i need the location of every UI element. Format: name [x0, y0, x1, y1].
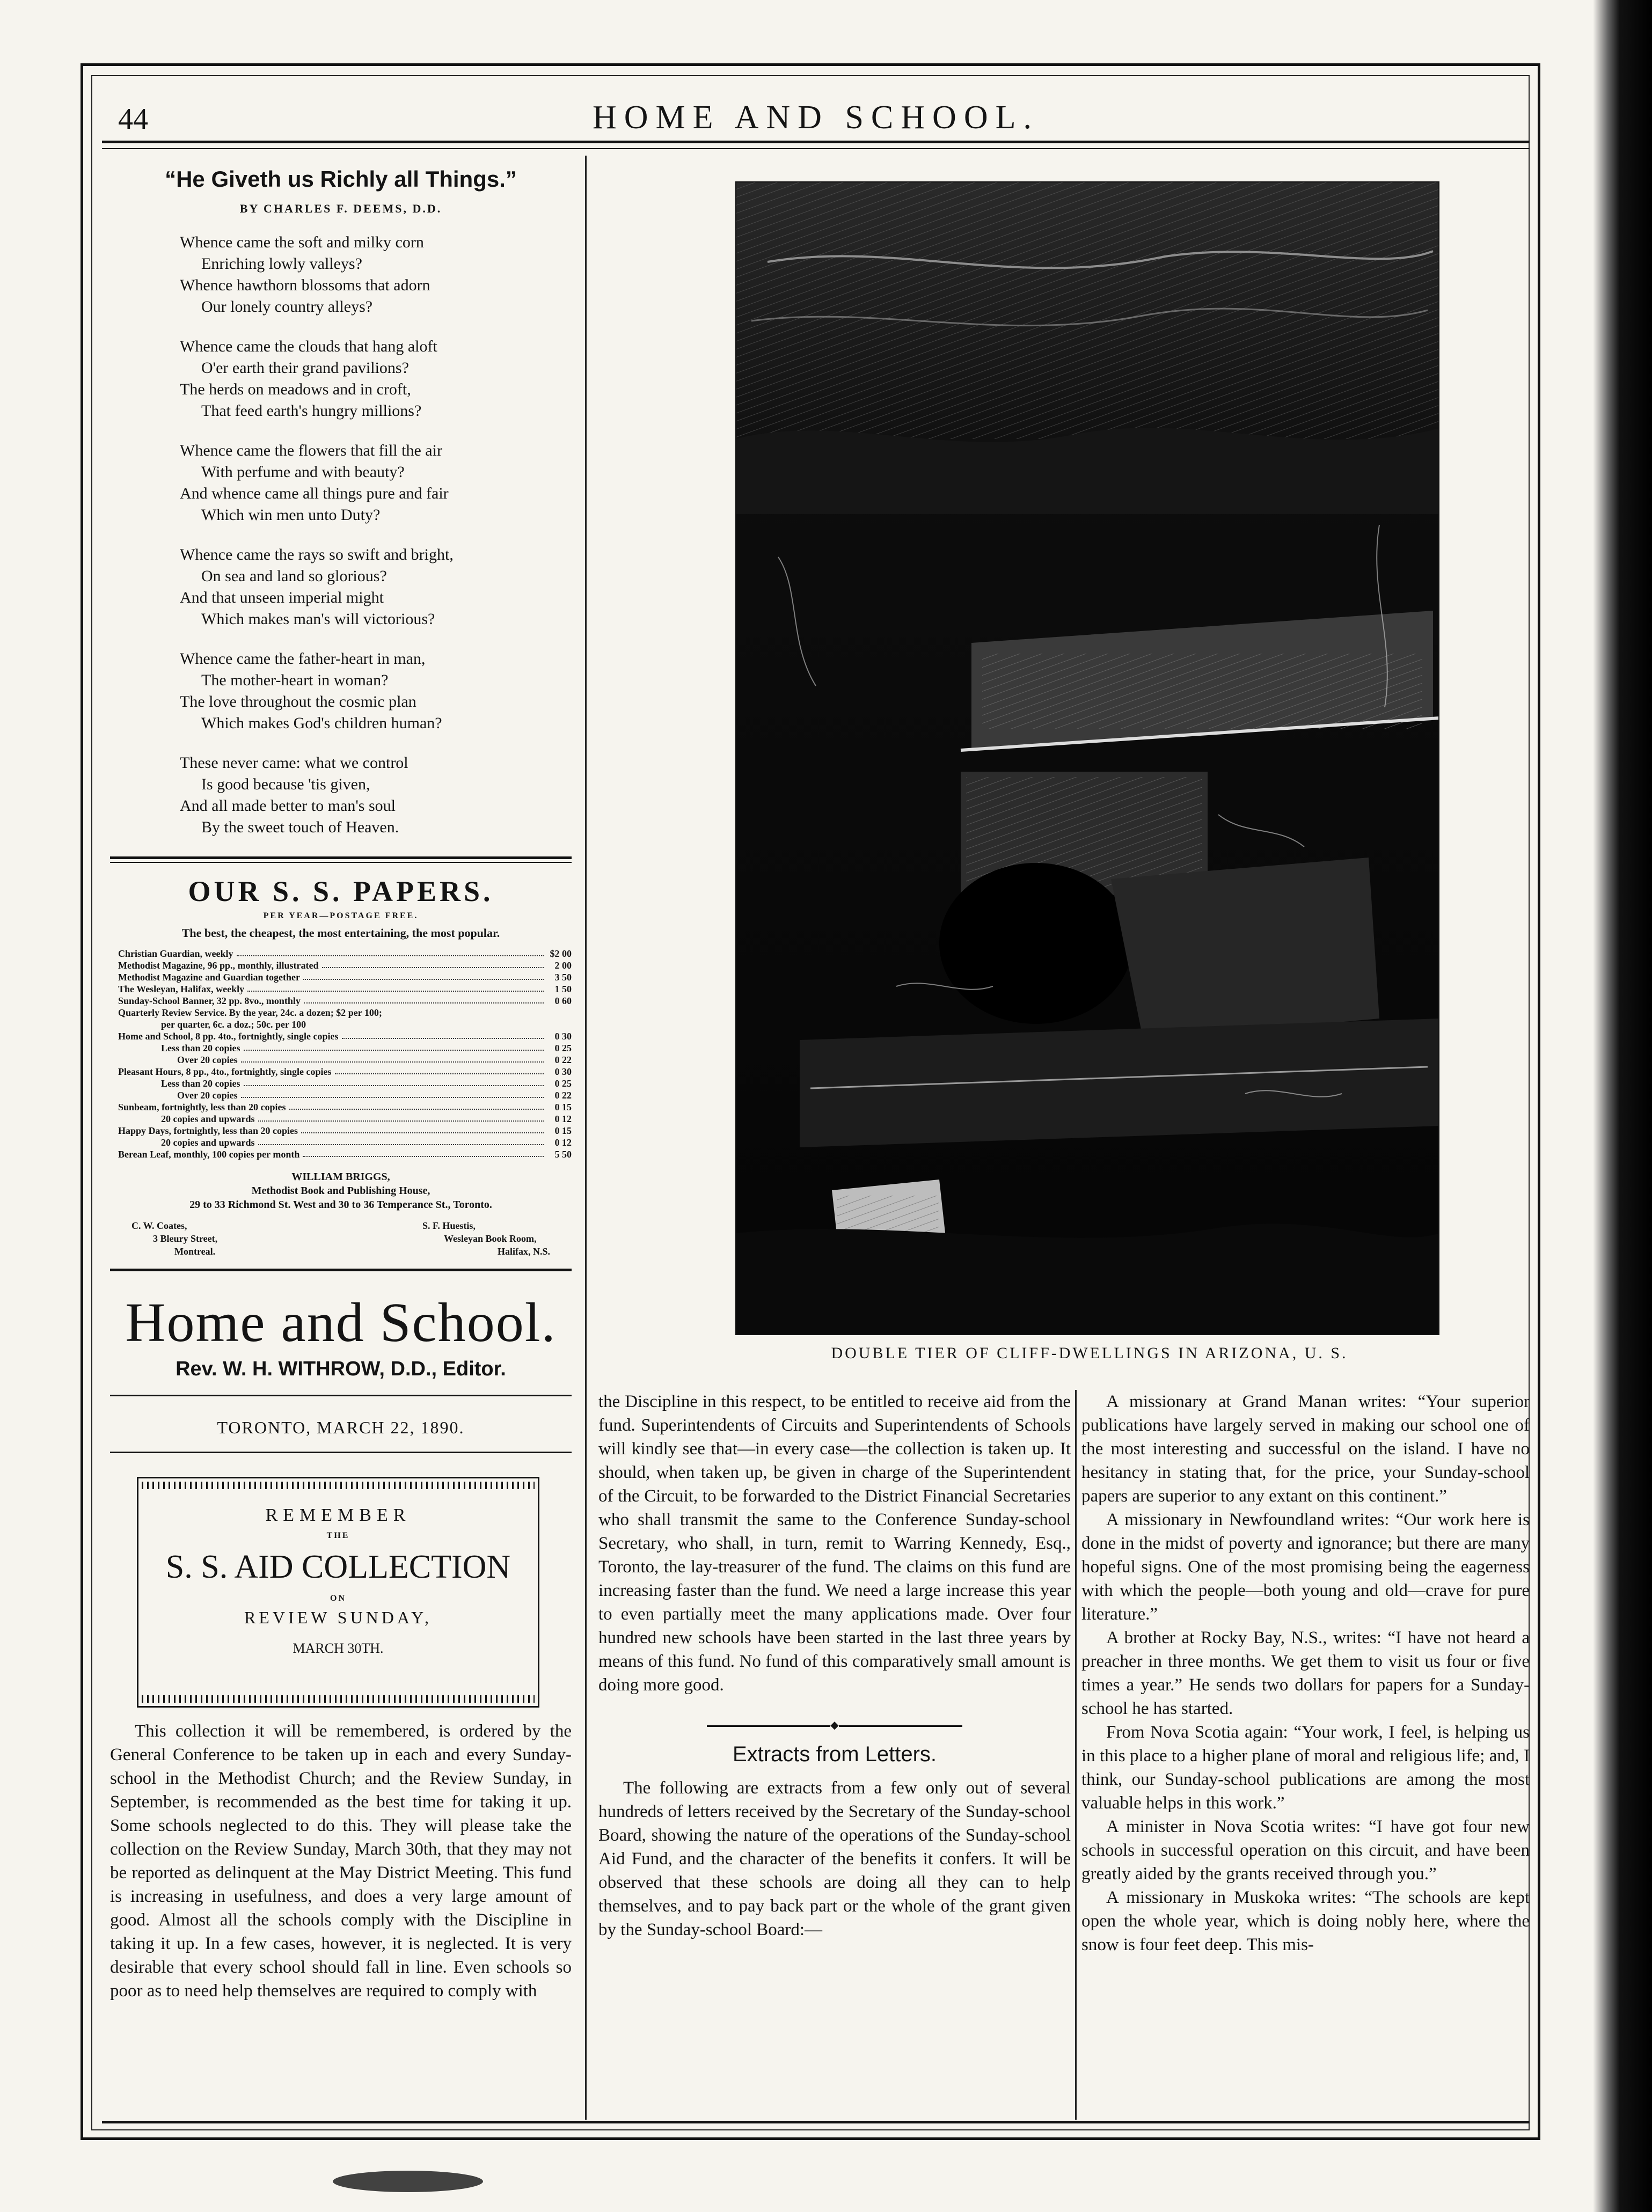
- price-label: Less than 20 copies: [161, 1078, 240, 1089]
- column-rule-right: [1075, 1390, 1077, 2120]
- price-row: [118, 1066, 572, 1078]
- price-label: per quarter, 6c. a doz.; 50c. per 100: [161, 1019, 306, 1030]
- poem-stanza: [180, 544, 572, 630]
- price-row: [118, 1125, 572, 1137]
- poem-line: Whence came the clouds that hang aloft: [180, 338, 437, 355]
- extracts-intro: The following are extracts from a few only out of several hundreds of letters received by the Secretary of the Sunday-school Board, showing the nature of the operations of the Sunday-school Aid Fund, and the character of the benefits it confers. It will be observed that these schools are doing all they can to help themselves, and to pay back part or the whole of the grant given by the Sunday-school Board:—: [598, 1778, 1071, 1939]
- price-row: [118, 983, 572, 995]
- price-amount: 0 15: [554, 1102, 572, 1112]
- price-label: Methodist Magazine and Guardian together: [118, 972, 300, 983]
- poem-line: The love throughout the cosmic plan: [180, 693, 416, 711]
- aid-collection-notice: REMEMBER THE S. S. AID COLLECTION ON REVIEW SUNDAY, MARCH 30TH.: [137, 1477, 539, 1708]
- poem-line: The herds on meadows and in croft,: [180, 380, 411, 398]
- poem-stanza: [180, 752, 572, 838]
- right-column: [1081, 1390, 1530, 1957]
- price-row: [118, 948, 572, 959]
- price-label: The Wesleyan, Halifax, weekly: [118, 984, 245, 994]
- poem-stanza: [180, 440, 572, 526]
- price-label: Over 20 copies: [177, 1090, 238, 1101]
- letter-extract: A brother at Rocky Bay, N.S., writes: “I have not heard a preacher in three months. We get them to visit us four or five times a year.” He sends two dollars for papers for a Sunday-school he has started.: [1081, 1628, 1530, 1718]
- price-row: [118, 1019, 572, 1030]
- price-row: [118, 1042, 572, 1054]
- publisher-house: Methodist Book and Publishing House,: [251, 1185, 430, 1197]
- section-ornament: ◆: [598, 1718, 1071, 1732]
- price-row: [118, 959, 572, 971]
- price-list: [110, 948, 572, 1160]
- poem-line: And whence came all things pure and fair: [180, 485, 449, 502]
- illustration-caption: DOUBLE TIER OF CLIFF-DWELLINGS IN ARIZONA, U. S.: [831, 1344, 1348, 1362]
- poem-title: “He Giveth us Richly all Things.”: [165, 166, 517, 192]
- poem-line: Whence hawthorn blossoms that adorn: [180, 276, 430, 294]
- price-label: Less than 20 copies: [161, 1043, 240, 1053]
- running-title: HOME AND SCHOOL.: [593, 99, 1039, 136]
- letters-list: [1081, 1390, 1530, 1957]
- poem-line: On sea and land so glorious?: [201, 567, 387, 585]
- agent-halifax: S. F. Huestis, Wesleyan Book Room, Halifax, N.S.: [422, 1220, 550, 1257]
- ink-smudge: [333, 2171, 483, 2192]
- article-aid-collection-continued: the Discipline in this respect, to be entitled to receive aid from the fund. Superintendents of Circuits and Superintendents of Schools will kindly see that—in every case—the collection is taken up. It should, when taken up, be given in charge of the Superintendent of the Circuit, to be forwarded to the District Financial Secretaries who shall transmit the same to the Conference Sunday-school Secretary, who shall, in turn, remit to Warring Kennedy, Esq., Toronto, the lay-treasurer of the fund. The claims on this fund are increasing faster than the fund. We need a large increase this year to even partially meet the many applications made. Over four hundred new schools have been started in the last three years by means of this fund. No fund of this comparatively small amount is doing more good.: [598, 1392, 1071, 1695]
- article-aid-collection: This collection it will be remembered, is ordered by the General Conference to be taken up in each and every Sunday-school in the Methodist Church; and the Review Sunday, in September, is recommended as the best time for taking it up. Some schools neglected to do this. They will please take the collection on the Review Sunday, March 30th, that they may not be reported as delinquent at the May District Meeting. This fund is increasing in usefulness, and does a very large amount of good. Almost all the schools comply with the Discipline in taking it up. In a few cases, however, it is neglected. It is very desirable that every school should fall in line. Even schools so poor as to need help themselves are required to comply with: [110, 1722, 572, 2001]
- price-row: [118, 1007, 572, 1019]
- agents: [110, 1219, 572, 1258]
- price-row: [118, 995, 572, 1007]
- price-label: Happy Days, fortnightly, less than 20 copies: [118, 1125, 298, 1136]
- price-label: Home and School, 8 pp. 4to., fortnightly, single copies: [118, 1031, 339, 1042]
- binding-shadow: [1593, 0, 1652, 2212]
- publisher-name: WILLIAM BRIGGS,: [291, 1171, 390, 1183]
- extracts-title: Extracts from Letters.: [732, 1742, 937, 1766]
- price-label: Methodist Magazine, 96 pp., monthly, illustrated: [118, 960, 319, 971]
- agent-montreal: C. W. Coates, 3 Bleury Street, Montreal.: [131, 1220, 218, 1257]
- poem-line: Whence came the rays so swift and bright,: [180, 546, 454, 563]
- header-rule: [102, 141, 1530, 143]
- running-header: [107, 91, 1524, 140]
- price-amount: $2 00: [550, 948, 572, 959]
- price-row: [118, 1078, 572, 1089]
- price-row: [118, 1101, 572, 1113]
- price-amount: 0 15: [554, 1125, 572, 1136]
- poem-line: Whence came the soft and milky corn: [180, 233, 424, 251]
- price-label: Pleasant Hours, 8 pp., 4to., fortnightly, single copies: [118, 1066, 332, 1077]
- poem-line: Whence came the flowers that fill the air: [180, 442, 442, 459]
- price-amount: 0 22: [554, 1054, 572, 1065]
- letter-extract: A minister in Nova Scotia writes: “I have got four new schools in successful operation on this circuit, and have been greatly aided by the grants received through you.”: [1081, 1817, 1530, 1884]
- poem-line: By the sweet touch of Heaven.: [201, 818, 399, 836]
- poem-line: Which makes God's children human?: [201, 714, 442, 732]
- price-row: [118, 1030, 572, 1042]
- price-label: 20 copies and upwards: [161, 1137, 255, 1148]
- left-column: [110, 161, 572, 2003]
- page-number: 44: [118, 102, 148, 136]
- poem-line: O'er earth their grand pavilions?: [201, 359, 409, 377]
- price-label: Over 20 copies: [177, 1054, 238, 1065]
- price-row: [118, 1089, 572, 1101]
- price-amount: 0 60: [554, 995, 572, 1006]
- letter-extract: A missionary at Grand Manan writes: “Your superior publications have largely served in making our school one of the most interesting and successful on the island. I have no hesitancy in stating that, for the price, your Sunday-school papers are superior to any extant on this continent.”: [1081, 1392, 1530, 1506]
- header-rule-thin: [102, 148, 1530, 149]
- price-label: Quarterly Review Service. By the year, 24c. a dozen; $2 per 100;: [118, 1007, 382, 1018]
- letter-extract: A missionary in Newfoundland writes: “Our work here is done in the midst of poverty and ignorance; but there are many hopeful signs. One of the most promising being the eagerness with which the people—both young and old—crave for pure literature.”: [1081, 1510, 1530, 1624]
- letter-extract: From Nova Scotia again: “Your work, I feel, is helping us in this place to a higher plane of moral and religious life; and, I think, our Sunday-school publications are among the most valuable helps in this work.”: [1081, 1723, 1530, 1813]
- poem-line: Enriching lowly valleys?: [201, 255, 362, 273]
- price-amount: 0 30: [554, 1031, 572, 1042]
- price-row: [118, 1054, 572, 1066]
- price-amount: 0 22: [554, 1090, 572, 1101]
- letter-extract: A missionary in Muskoka writes: “The schools are kept open the whole year, which is doing nobly here, where the snow is four feet deep. This mis-: [1081, 1888, 1530, 1954]
- price-amount: 0 30: [554, 1066, 572, 1077]
- poem-line: Our lonely country alleys?: [201, 298, 373, 316]
- publisher-address: 29 to 33 Richmond St. West and 30 to 36 Temperance St., Toronto.: [189, 1199, 492, 1211]
- price-row: [118, 971, 572, 983]
- price-label: 20 copies and upwards: [161, 1114, 255, 1124]
- poem-line: The mother-heart in woman?: [201, 671, 389, 689]
- dateline: TORONTO, MARCH 22, 1890.: [217, 1418, 465, 1437]
- price-amount: 0 12: [554, 1137, 572, 1148]
- poem-line: And that unseen imperial might: [180, 589, 384, 606]
- poem-line: Which win men unto Duty?: [201, 506, 381, 524]
- price-amount: 0 25: [554, 1078, 572, 1089]
- middle-column: [598, 1390, 1071, 1942]
- papers-title: OUR S. S. PAPERS.: [188, 875, 494, 907]
- masthead-editor: Rev. W. H. WITHROW, D.D., Editor.: [176, 1358, 506, 1380]
- poem-stanza: [180, 336, 572, 422]
- footer-rule: [102, 2121, 1530, 2123]
- price-amount: 5 50: [554, 1149, 572, 1160]
- papers-subtitle: PER YEAR—POSTAGE FREE.: [263, 911, 419, 920]
- poem-line: That feed earth's hungry millions?: [201, 402, 422, 420]
- poem-line: With perfume and with beauty?: [201, 463, 405, 481]
- price-row: [118, 1113, 572, 1125]
- poem-line: These never came: what we control: [180, 754, 408, 772]
- price-amount: 3 50: [554, 972, 572, 983]
- price-row: [118, 1137, 572, 1148]
- publisher-block: [110, 1170, 572, 1212]
- price-row: [118, 1148, 572, 1160]
- poem-stanza: [180, 232, 572, 318]
- price-amount: 2 00: [554, 960, 572, 971]
- price-amount: 1 50: [554, 984, 572, 994]
- column-rule-left: [585, 156, 587, 2120]
- price-label: Christian Guardian, weekly: [118, 948, 233, 959]
- price-amount: 0 25: [554, 1043, 572, 1053]
- poem-line: Is good because 'tis given,: [201, 775, 370, 793]
- poem-stanza: [180, 648, 572, 734]
- poem-body: [110, 232, 572, 838]
- price-label: Sunday-School Banner, 32 pp. 8vo., monthly: [118, 995, 301, 1006]
- poem-byline: BY CHARLES F. DEEMS, D.D.: [239, 202, 442, 215]
- price-label: Sunbeam, fortnightly, less than 20 copies: [118, 1102, 286, 1112]
- price-label: Berean Leaf, monthly, 100 copies per month: [118, 1149, 300, 1160]
- poem-line: And all made better to man's soul: [180, 797, 396, 815]
- masthead-title: Home and School.: [125, 1292, 557, 1353]
- price-amount: 0 12: [554, 1114, 572, 1124]
- cliff-dwellings-engraving: [735, 181, 1439, 1335]
- papers-tagline: The best, the cheapest, the most entertaining, the most popular.: [181, 926, 500, 940]
- poem-line: Whence came the father-heart in man,: [180, 650, 426, 668]
- poem-line: Which makes man's will victorious?: [201, 610, 435, 628]
